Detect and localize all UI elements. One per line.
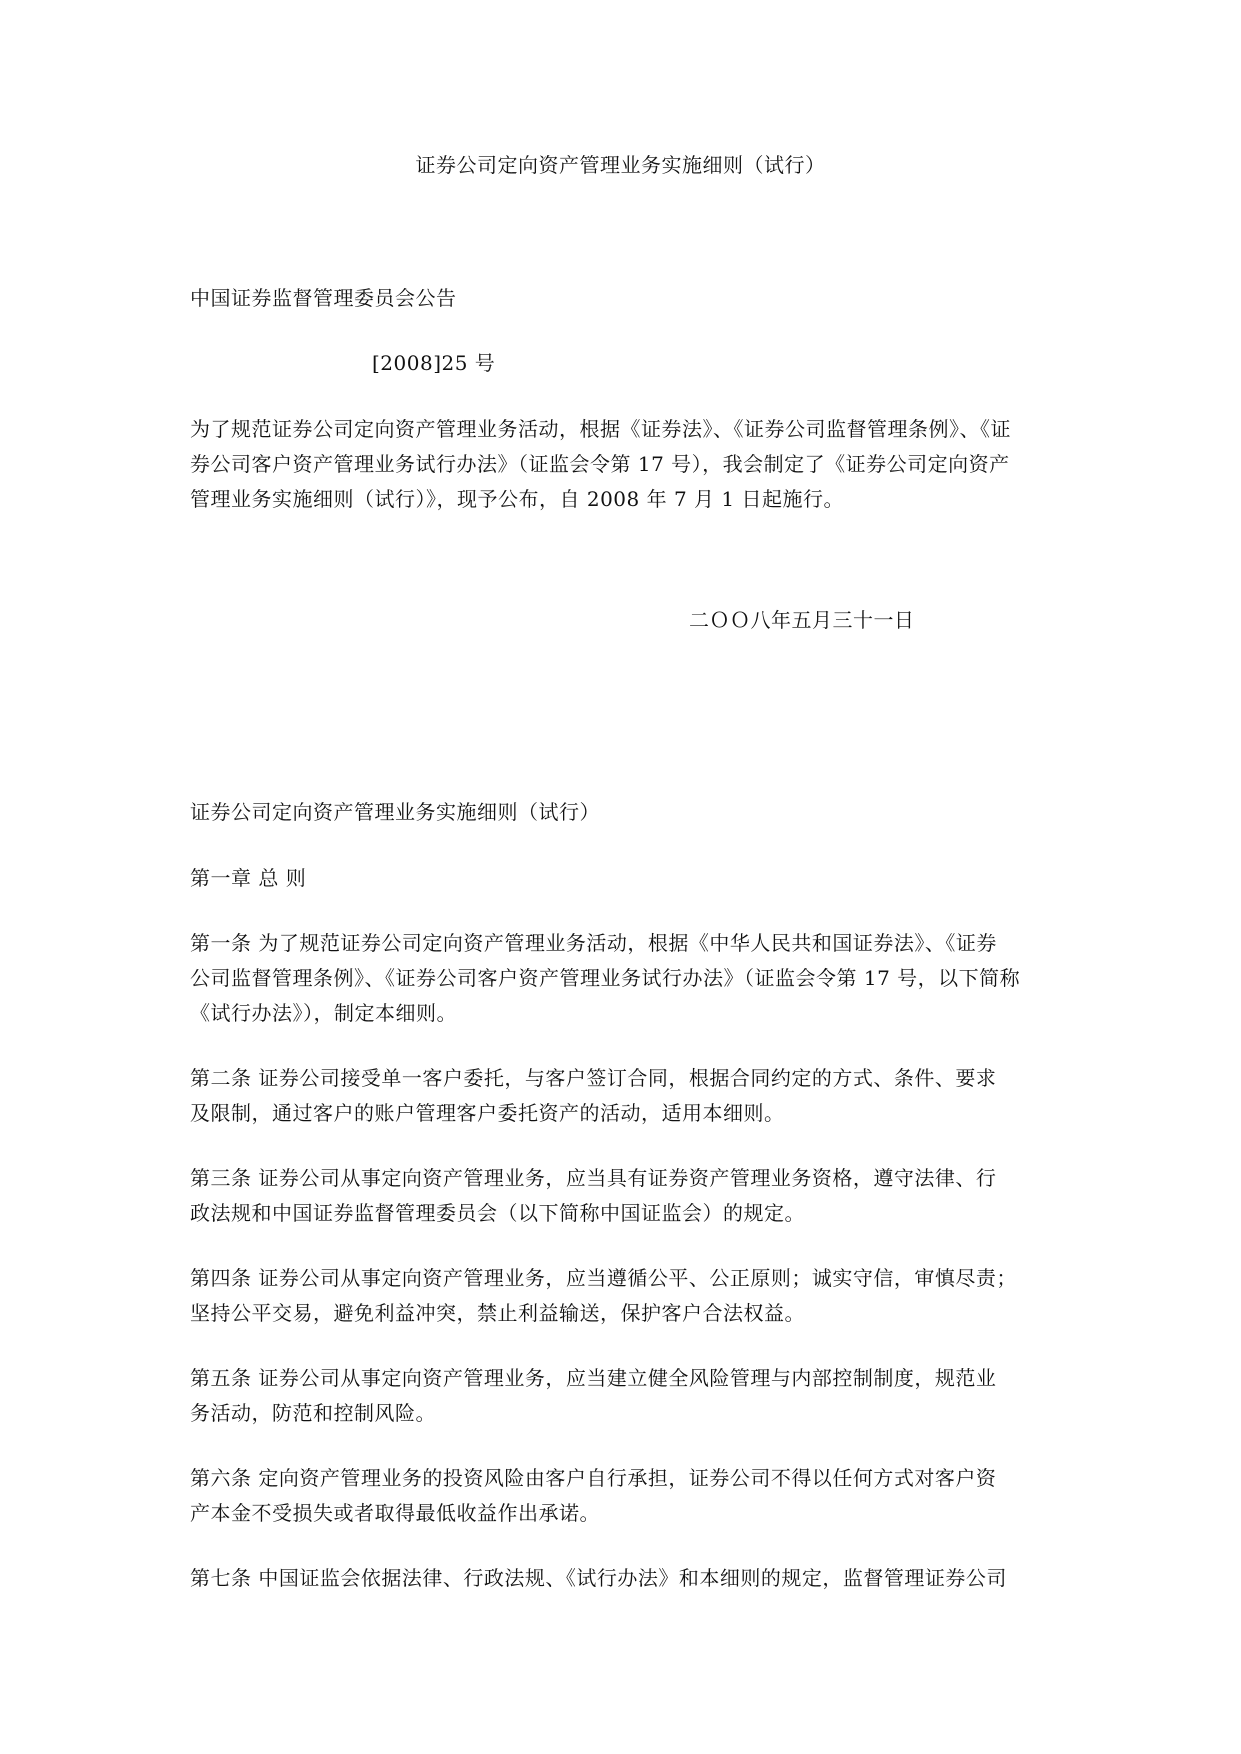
announcement-number: [2008]25 号 (372, 351, 496, 375)
announcement-date: 二ＯＯ八年五月三十一日 (689, 608, 915, 632)
article-line: 公司监督管理条例》、《证券公司客户资产管理业务试行办法》（证监会令第 17 号，以下简称 (190, 966, 1021, 990)
article-line: 第三条 证券公司从事定向资产管理业务，应当具有证券资产管理业务资格，遵守法律、行 (190, 1166, 997, 1190)
chapter-heading: 第一章 总 则 (190, 866, 307, 890)
announcement-body-line: 管理业务实施细则（试行）》，现予公布，自 2008 年 7 月 1 日起施行。 (190, 487, 844, 511)
article-line: 第一条 为了规范证券公司定向资产管理业务活动，根据《中华人民共和国证券法》、《证券 (190, 931, 997, 955)
announcement-body-line: 券公司客户资产管理业务试行办法》（证监会令第 17 号），我会制定了《证券公司定向资产 (190, 452, 1010, 476)
article-line: 政法规和中国证券监督管理委员会（以下简称中国证监会）的规定。 (190, 1201, 805, 1225)
article-line: 第七条 中国证监会依据法律、行政法规、《试行办法》和本细则的规定，监督管理证券公司 (190, 1566, 1007, 1590)
rules-title: 证券公司定向资产管理业务实施细则（试行） (190, 800, 600, 824)
announcement-body-line: 为了规范证券公司定向资产管理业务活动，根据《证券法》、《证券公司监督管理条例》、《证 (190, 417, 1011, 441)
article-line: 及限制，通过客户的账户管理客户委托资产的活动，适用本细则。 (190, 1101, 785, 1125)
article-line: 第五条 证券公司从事定向资产管理业务，应当建立健全风险管理与内部控制制度，规范业 (190, 1366, 997, 1390)
article-line: 坚持公平交易，避免利益冲突，禁止利益输送，保护客户合法权益。 (190, 1301, 805, 1325)
article-line: 第六条 定向资产管理业务的投资风险由客户自行承担，证券公司不得以任何方式对客户资 (190, 1466, 997, 1490)
article-line: 第二条 证券公司接受单一客户委托，与客户签订合同，根据合同约定的方式、条件、要求 (190, 1066, 997, 1090)
article-line: 《试行办法》），制定本细则。 (190, 1001, 457, 1025)
announcement-issuer: 中国证券监督管理委员会公告 (190, 286, 457, 310)
article-line: 务活动，防范和控制风险。 (190, 1401, 436, 1425)
document-title: 证券公司定向资产管理业务实施细则（试行） (415, 153, 826, 177)
article-line: 第四条 证券公司从事定向资产管理业务，应当遵循公平、公正原则；诚实守信，审慎尽责； (190, 1266, 1017, 1290)
article-line: 产本金不受损失或者取得最低收益作出承诺。 (190, 1501, 600, 1525)
